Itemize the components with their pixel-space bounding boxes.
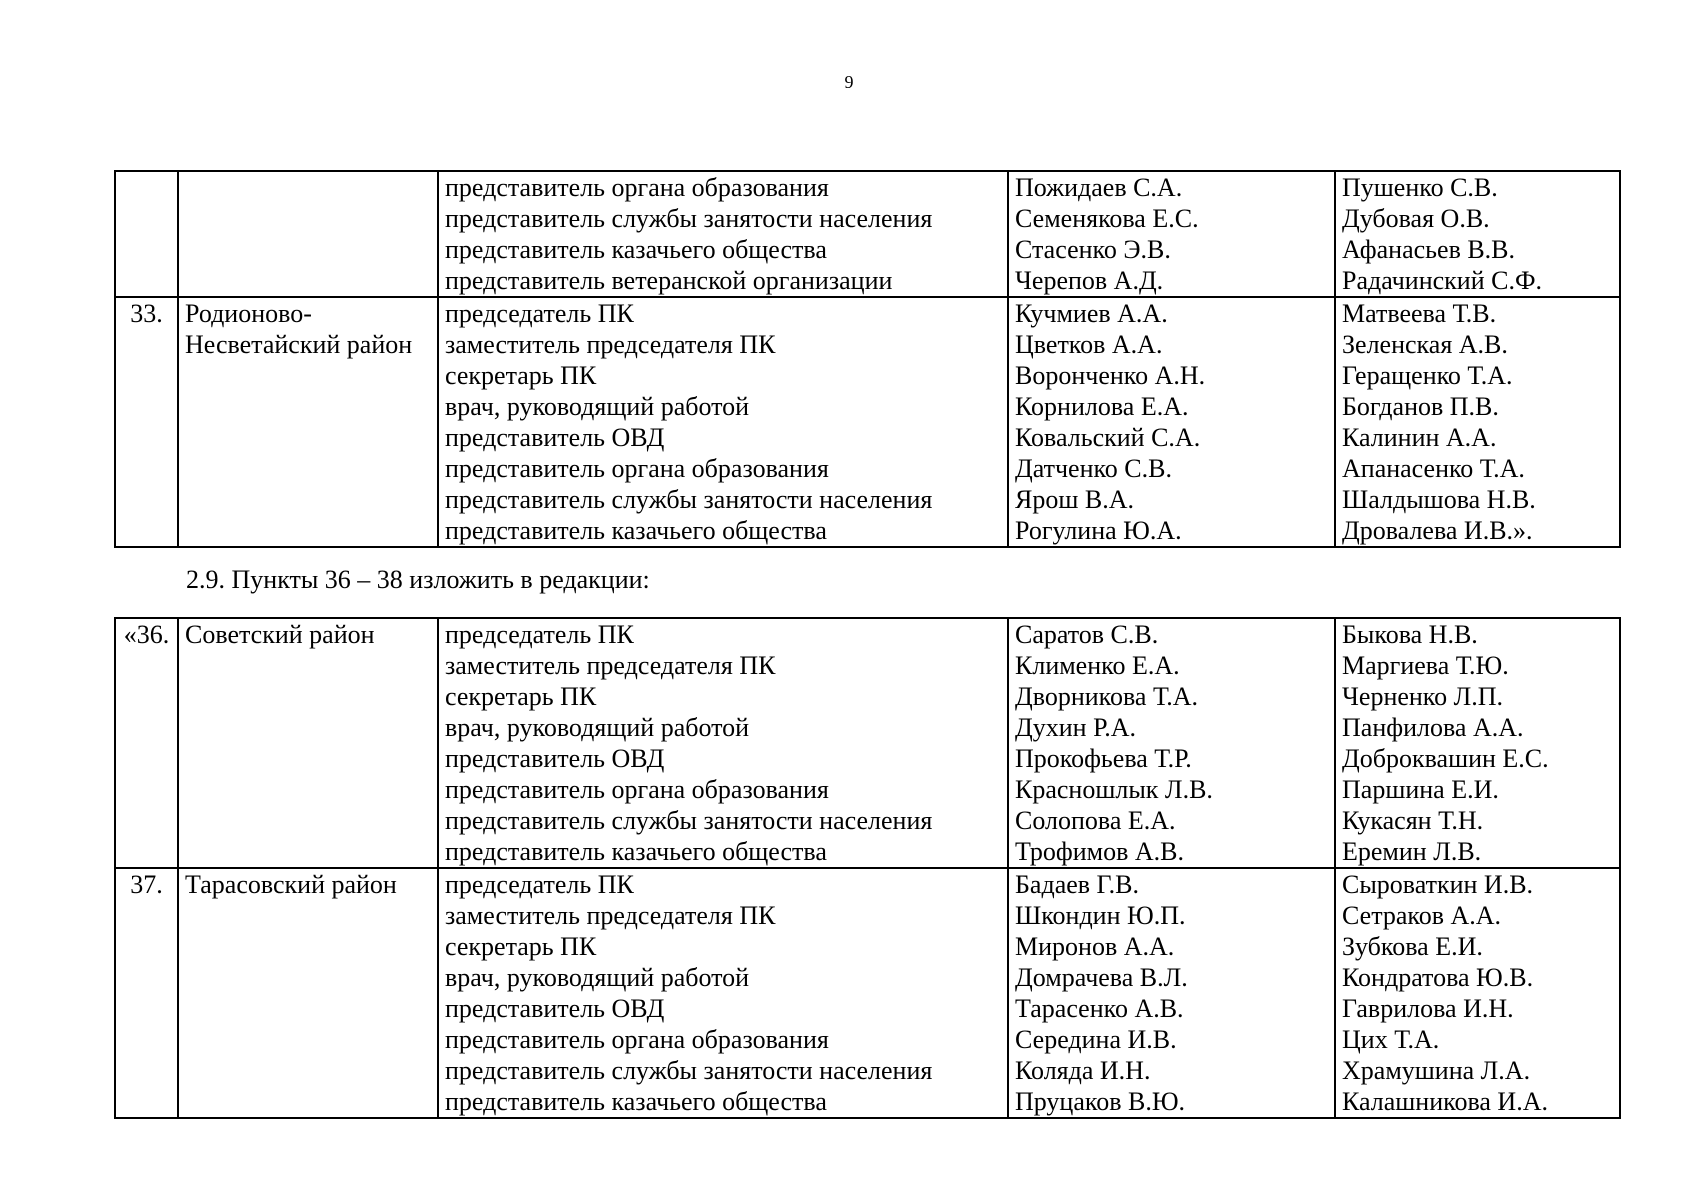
reserve-name: Кукасян Т.Н. [1342, 806, 1484, 835]
member-cell [1008, 297, 1335, 547]
table-body [115, 618, 1620, 1118]
role-line: председатель ПК [445, 620, 634, 649]
member-name: Клименко Е.А. [1015, 651, 1180, 680]
reserve-name: Геращенко Т.А. [1342, 361, 1513, 390]
member-name: Домрачева В.Л. [1015, 963, 1188, 992]
reserve-name: Афанасьев В.В. [1342, 235, 1516, 264]
commission-table-2 [114, 617, 1621, 1119]
row-number: «36. [115, 618, 178, 868]
reserve-name: Калинин А.А. [1342, 423, 1497, 452]
role-line: представитель ветеранской организации [445, 266, 893, 295]
role-line: заместитель председателя ПК [445, 330, 776, 359]
member-name: Черепов А.Д. [1015, 266, 1164, 295]
reserve-name: Сетраков А.А. [1342, 901, 1502, 930]
role-line: представитель службы занятости населения [445, 806, 933, 835]
reserve-name: Паршина Е.И. [1342, 775, 1499, 804]
table-row [115, 618, 1620, 868]
member-name: Кучмиев А.А. [1015, 299, 1168, 328]
reserve-name: Зеленская А.В. [1342, 330, 1508, 359]
member-name: Дворникова Т.А. [1015, 682, 1199, 711]
role-line: представитель ОВД [445, 994, 665, 1023]
role-line: представитель органа образования [445, 173, 829, 202]
district-cell [178, 618, 438, 868]
role-line: представитель казачьего общества [445, 837, 827, 866]
district-line: Родионово- [185, 299, 312, 328]
table-row [115, 297, 1620, 547]
reserve-cell [1335, 618, 1620, 868]
role-line: представитель ОВД [445, 423, 665, 452]
reserve-name: Гаврилова И.Н. [1342, 994, 1514, 1023]
member-name: Миронов А.А. [1015, 932, 1175, 961]
table-row [115, 171, 1620, 297]
reserve-name: Радачинский С.Ф. [1342, 266, 1543, 295]
member-name: Корнилова Е.А. [1015, 392, 1189, 421]
role-line: врач, руководящий работой [445, 963, 750, 992]
role-line: представитель органа образования [445, 454, 829, 483]
member-name: Ковальский С.А. [1015, 423, 1201, 452]
reserve-name: Еремин Л.В. [1342, 837, 1482, 866]
reserve-cell [1335, 297, 1620, 547]
role-line: председатель ПК [445, 299, 634, 328]
reserve-cell [1335, 868, 1620, 1118]
role-line: представитель службы занятости населения [445, 1056, 933, 1085]
member-name: Стасенко Э.В. [1015, 235, 1171, 264]
reserve-name: Храмушина Л.А. [1342, 1056, 1531, 1085]
table-row [115, 868, 1620, 1118]
role-line: представитель ОВД [445, 744, 665, 773]
role-line: заместитель председателя ПК [445, 651, 776, 680]
reserve-name: Черненко Л.П. [1342, 682, 1504, 711]
district-cell [178, 868, 438, 1118]
reserve-name: Зубкова Е.И. [1342, 932, 1483, 961]
reserve-name: Дровалева И.В.». [1342, 516, 1533, 545]
reserve-name: Пушенко С.В. [1342, 173, 1498, 202]
reserve-name: Цих Т.А. [1342, 1025, 1440, 1054]
member-name: Тарасенко А.В. [1015, 994, 1184, 1023]
role-line: заместитель председателя ПК [445, 901, 776, 930]
table-body [115, 171, 1620, 547]
member-name: Красношлык Л.В. [1015, 775, 1213, 804]
member-name: Коляда И.Н. [1015, 1056, 1151, 1085]
member-name: Воронченко А.Н. [1015, 361, 1206, 390]
member-name: Ярош В.А. [1015, 485, 1134, 514]
reserve-name: Доброквашин Е.С. [1342, 744, 1549, 773]
reserve-name: Богданов П.В. [1342, 392, 1499, 421]
role-line: представитель казачьего общества [445, 1087, 827, 1116]
district-line: Советский район [185, 620, 375, 649]
reserve-cell [1335, 171, 1620, 297]
row-number [115, 171, 178, 297]
row-number: 37. [115, 868, 178, 1118]
role-line: представитель казачьего общества [445, 235, 827, 264]
member-name: Саратов С.В. [1015, 620, 1159, 649]
member-name: Пожидаев С.А. [1015, 173, 1183, 202]
member-name: Датченко С.В. [1015, 454, 1172, 483]
role-line: представитель органа образования [445, 1025, 829, 1054]
member-name: Шкондин Ю.П. [1015, 901, 1186, 930]
reserve-name: Кондратова Ю.В. [1342, 963, 1534, 992]
member-cell [1008, 868, 1335, 1118]
commission-table-1 [114, 170, 1621, 548]
role-line: врач, руководящий работой [445, 392, 750, 421]
member-name: Солопова Е.А. [1015, 806, 1176, 835]
member-name: Семенякова Е.С. [1015, 204, 1199, 233]
member-name: Трофимов А.В. [1015, 837, 1184, 866]
role-line: председатель ПК [445, 870, 634, 899]
role-line: представитель органа образования [445, 775, 829, 804]
district-cell [178, 171, 438, 297]
district-cell [178, 297, 438, 547]
member-name: Прокофьева Т.Р. [1015, 744, 1192, 773]
member-cell [1008, 618, 1335, 868]
member-name: Пруцаков В.Ю. [1015, 1087, 1186, 1116]
reserve-name: Маргиева Т.Ю. [1342, 651, 1509, 680]
reserve-name: Апанасенко Т.А. [1342, 454, 1525, 483]
role-cell [438, 868, 1008, 1118]
row-number: 33. [115, 297, 178, 547]
reserve-name: Панфилова А.А. [1342, 713, 1524, 742]
reserve-name: Быкова Н.В. [1342, 620, 1478, 649]
reserve-name: Шалдышова Н.В. [1342, 485, 1536, 514]
reserve-name: Матвеева Т.В. [1342, 299, 1497, 328]
role-line: представитель службы занятости населения [445, 485, 933, 514]
role-line: врач, руководящий работой [445, 713, 750, 742]
member-name: Цветков А.А. [1015, 330, 1163, 359]
role-cell [438, 618, 1008, 868]
amendment-paragraph: 2.9. Пункты 36 – 38 изложить в редакции: [186, 565, 650, 594]
role-cell [438, 171, 1008, 297]
role-line: секретарь ПК [445, 361, 597, 390]
reserve-name: Сыроваткин И.В. [1342, 870, 1534, 899]
role-line: секретарь ПК [445, 932, 597, 961]
role-cell [438, 297, 1008, 547]
member-name: Духин Р.А. [1015, 713, 1137, 742]
district-line: Несветайский район [185, 330, 413, 359]
member-name: Середина И.В. [1015, 1025, 1177, 1054]
member-cell [1008, 171, 1335, 297]
district-line: Тарасовский район [185, 870, 397, 899]
role-line: представитель казачьего общества [445, 516, 827, 545]
page-number: 9 [844, 72, 854, 92]
role-line: секретарь ПК [445, 682, 597, 711]
member-name: Рогулина Ю.А. [1015, 516, 1182, 545]
reserve-name: Калашникова И.А. [1342, 1087, 1548, 1116]
role-line: представитель службы занятости населения [445, 204, 933, 233]
reserve-name: Дубовая О.В. [1342, 204, 1490, 233]
member-name: Бадаев Г.В. [1015, 870, 1139, 899]
